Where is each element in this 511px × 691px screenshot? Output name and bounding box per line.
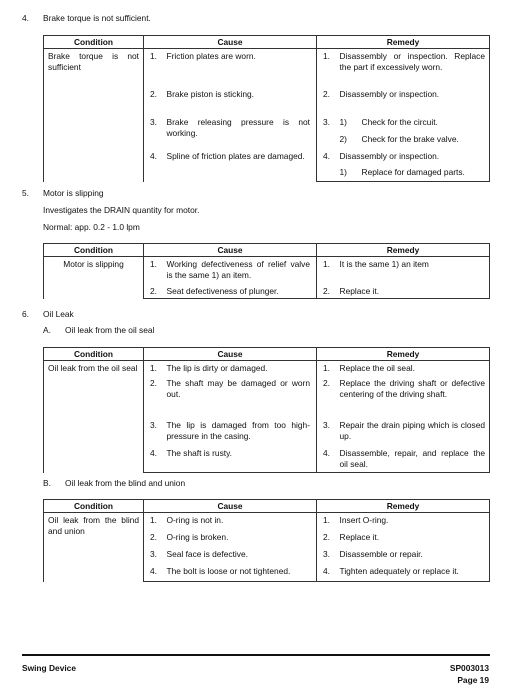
table-row xyxy=(44,49,490,87)
sub-remedy: Check for the brake valve. xyxy=(361,133,459,144)
condition-header: Condition xyxy=(44,36,144,49)
remedy-text: Disassembly or inspection. xyxy=(338,149,490,165)
remedy-number: 3. xyxy=(323,548,331,559)
cause-number: 1. xyxy=(150,259,157,269)
cause-number: 2. xyxy=(144,284,165,299)
remedy-number: 3. xyxy=(323,116,331,127)
condition-header: Condition xyxy=(44,500,144,513)
remedy-number: 2. xyxy=(323,531,331,542)
remedy-text: Disassembly or inspection. xyxy=(338,87,490,115)
cause-number: 4. xyxy=(150,150,157,161)
cause-number: 3. xyxy=(150,419,157,430)
cause-number: 4. xyxy=(144,564,165,582)
sub-remedy: Check for the circuit. xyxy=(361,116,438,127)
remedy-number: 4. xyxy=(317,564,338,582)
remedy-header: Remedy xyxy=(317,244,490,257)
section-number: 5. xyxy=(22,188,29,198)
remedy-text: Replace the oil seal. xyxy=(338,361,490,376)
table-header-row xyxy=(44,348,490,361)
condition-cell: Oil leak from the blind and union xyxy=(44,513,144,582)
remedy-number: 1. xyxy=(323,259,331,269)
remedy-text xyxy=(338,132,490,149)
footer-page-number: Page 19 xyxy=(457,675,489,685)
remedy-text xyxy=(338,165,490,182)
cause-header: Cause xyxy=(144,244,317,257)
remedy-text: Disassembly or inspection. Replace the part if excessively worn. xyxy=(338,49,490,87)
remedy-header: Remedy xyxy=(317,500,490,513)
subsection-letter: B. xyxy=(43,478,51,488)
cause-header: Cause xyxy=(144,500,317,513)
cause-text: O-ring is broken. xyxy=(165,530,317,547)
condition-cell: Motor is slipping xyxy=(44,257,144,299)
cause-number: 1. xyxy=(150,515,157,525)
cause-header: Cause xyxy=(144,348,317,361)
normal-range: Normal: app. 0.2 - 1.0 lpm xyxy=(43,222,140,232)
remedy-text: It is the same 1) an item xyxy=(338,257,490,284)
remedy-number: 2. xyxy=(317,284,338,299)
table-row xyxy=(44,513,490,530)
remedy-header: Remedy xyxy=(317,348,490,361)
cause-number: 1. xyxy=(150,51,157,61)
remedy-header: Remedy xyxy=(317,36,490,49)
remedy-text: Insert O-ring. xyxy=(338,513,490,530)
condition-header: Condition xyxy=(44,244,144,257)
remedy-number xyxy=(317,165,338,182)
footer-document-code: SP003013 xyxy=(449,663,489,673)
subsection-title: Oil leak from the blind and union xyxy=(65,478,186,488)
table-row xyxy=(44,361,490,376)
sub-number: 2) xyxy=(339,133,347,144)
section-title: Oil Leak xyxy=(43,309,74,319)
oil-seal-leak-table xyxy=(43,347,490,473)
cause-text: The shaft may be damaged or worn out. xyxy=(165,376,317,418)
cause-text: Seat defectiveness of plunger. xyxy=(165,284,317,299)
table-header-row xyxy=(44,500,490,513)
cause-text: Brake piston is sticking. xyxy=(165,87,317,115)
remedy-text: Replace it. xyxy=(338,530,490,547)
remedy-number: 2. xyxy=(323,377,331,388)
section-number: 6. xyxy=(22,309,29,319)
table-header-row xyxy=(44,244,490,257)
cause-number: 2. xyxy=(150,377,157,388)
footer-rule xyxy=(22,654,490,656)
cause-text: The lip is dirty or damaged. xyxy=(165,361,317,376)
remedy-text: Repair the drain piping which is closed up. xyxy=(338,418,490,446)
remedy-text: Tighten adequately or replace it. xyxy=(338,564,490,582)
cause-number: 3. xyxy=(150,116,157,127)
section-title: Brake torque is not sufficient. xyxy=(43,13,151,23)
cause-text: Working defectiveness of relief valve is the same 1) an item. xyxy=(165,257,317,284)
table-row xyxy=(44,257,490,284)
remedy-number xyxy=(317,132,338,149)
remedy-number: 4. xyxy=(317,446,338,473)
remedy-number: 1. xyxy=(323,51,331,61)
footer-section-name: Swing Device xyxy=(22,663,76,673)
condition-cell: Brake torque is not sufficient xyxy=(44,49,144,182)
cause-text: Brake releasing pressure is not working. xyxy=(165,115,317,149)
condition-header: Condition xyxy=(44,348,144,361)
remedy-text xyxy=(338,115,490,132)
cause-text: The lip is damaged from too high-pressure in the casing. xyxy=(165,418,317,446)
section-number: 4. xyxy=(22,13,29,23)
subsection-a-heading xyxy=(43,325,154,335)
cause-text: Friction plates are worn. xyxy=(165,49,317,87)
cause-number: 2. xyxy=(150,88,157,99)
remedy-text: Replace it. xyxy=(338,284,490,299)
cause-text: Spline of friction plates are damaged. xyxy=(165,149,317,182)
subsection-letter: A. xyxy=(43,325,51,335)
subsection-title: Oil leak from the oil seal xyxy=(65,325,155,335)
subsection-b-heading xyxy=(43,478,185,488)
sub-number: 1) xyxy=(339,116,347,127)
remedy-number: 2. xyxy=(323,88,331,99)
table-header-row xyxy=(44,36,490,49)
cause-number: 3. xyxy=(150,548,157,559)
cause-number: 1. xyxy=(150,363,157,373)
cause-text: The bolt is loose or not tightened. xyxy=(165,564,317,582)
section-title: Motor is slipping xyxy=(43,188,104,198)
remedy-number: 3. xyxy=(323,419,331,430)
brake-torque-table xyxy=(43,35,490,182)
motor-slipping-table xyxy=(43,243,490,299)
remedy-text: Disassemble or repair. xyxy=(338,547,490,564)
remedy-text: Replace the driving shaft or defective centering of the driving shaft. xyxy=(338,376,490,418)
sub-remedy: Replace for damaged parts. xyxy=(361,166,465,177)
blind-union-leak-table xyxy=(43,499,490,582)
condition-cell: Oil leak from the oil seal xyxy=(44,361,144,473)
cause-header: Cause xyxy=(144,36,317,49)
cause-text: O-ring is not in. xyxy=(165,513,317,530)
drain-instruction: Investigates the DRAIN quantity for motor. xyxy=(43,205,200,215)
sub-number: 1) xyxy=(339,166,347,177)
cause-number: 4. xyxy=(144,446,165,473)
remedy-number: 4. xyxy=(323,150,331,161)
cause-number: 2. xyxy=(150,531,157,542)
cause-text: Seal face is defective. xyxy=(165,547,317,564)
remedy-number: 1. xyxy=(323,515,331,525)
remedy-text: Disassemble, repair, and replace the oil seal. xyxy=(338,446,490,473)
cause-text: The shaft is rusty. xyxy=(165,446,317,473)
remedy-number: 1. xyxy=(323,363,331,373)
